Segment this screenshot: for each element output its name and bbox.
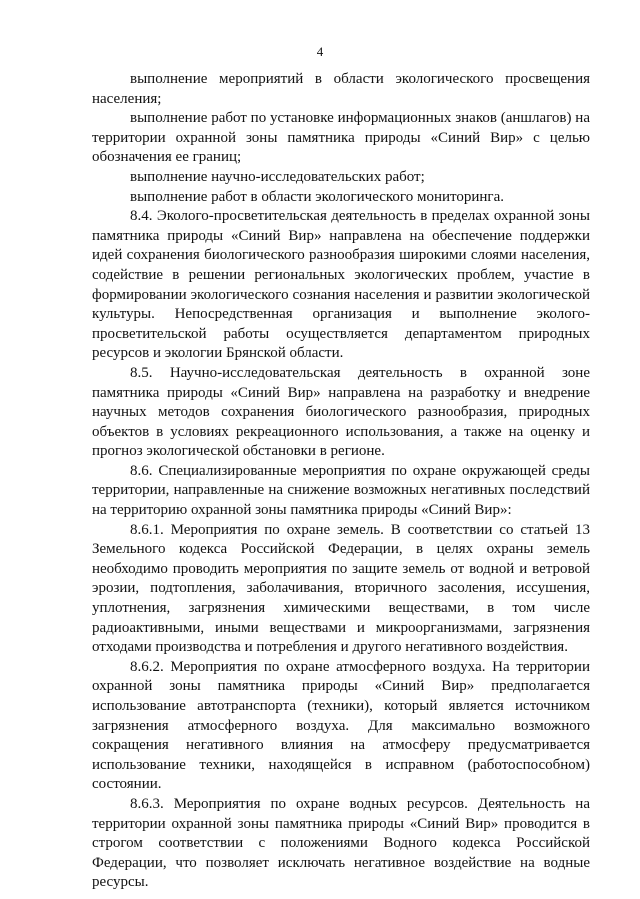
paragraph-8-6-1: 8.6.1. Мероприятия по охране земель. В соответствии со статьей 13 Земельного кодекса Российской Федерации, в целях охраны земель необходимо проводить мероприятия по защите земель от водной и ветровой эрозии, подтопления, заболачивания, вторичного засоления, иссушения, уплотнения, загрязнения химическими веществами, в том числе радиоактивными, иными веществами и микроорганизмами, загрязнения отходами производства и потребления и другого негативного воздействия.: [92, 521, 590, 656]
paragraph-8-6-3: 8.6.3. Мероприятия по охране водных ресурсов. Деятельность на территории охранной зоны памятника природы «Синий Вир» проводится в строгом соответствии с положениями Водного кодекса Российской Федерации, что позволяет исключать негативное воздействие на водные ресурсы.: [92, 795, 590, 891]
paragraph: выполнение работ по установке информационных знаков (аншлагов) на территории охранной зоны памятника природы «Синий Вир» с целью обозначения ее границ;: [92, 110, 590, 166]
paragraph-8-6: 8.6. Специализированные мероприятия по охране окружающей среды территории, направленные на снижение возможных негативных последствий на территорию охранной зоны памятника природы «Синий Вир»:: [92, 462, 590, 519]
paragraph-8-6-2: 8.6.2. Мероприятия по охране атмосферного воздуха. На территории охранной зоны памятника природы «Синий Вир» предполагается использование автотранспорта (техники), который является источником загрязнения атмосферного воздуха. Для максимально возможного сокращения негативного влияния на атмосферу предусматривается использование техники, находящейся в исправном (работоспособном) состоянии.: [92, 658, 590, 793]
paragraph: выполнение работ в области экологического мониторинга.: [130, 188, 504, 205]
paragraph-8-4: 8.4. Эколого-просветительская деятельность в пределах охранной зоны памятника природы «Синий Вир» направлена на обеспечение поддержки идей сохранения биологического разнообразия широкими слоями населения, содействие в решении региональных экологических проблем, участие в формировании экологического сознания населения и развитии экологической культуры. Непосредственная организация и выполнение эколого-просветительской работы осуществляется департаментом природных ресурсов и экологии Брянской области.: [92, 208, 590, 362]
paragraph: выполнение научно-исследовательских работ;: [130, 168, 425, 185]
body-text: [92, 70, 590, 893]
paragraph: выполнение мероприятий в области экологического просвещения населения;: [92, 71, 590, 107]
paragraph-8-5: 8.5. Научно-исследовательская деятельность в охранной зоне памятника природы «Синий Вир» направлена на разработку и внедрение научных методов сохранения биологического разнообразия, природных объектов в условиях рекреационного использования, а также на оценку и прогноз экологической обстановки в регионе.: [92, 364, 590, 460]
page-number: 4: [316, 44, 324, 59]
